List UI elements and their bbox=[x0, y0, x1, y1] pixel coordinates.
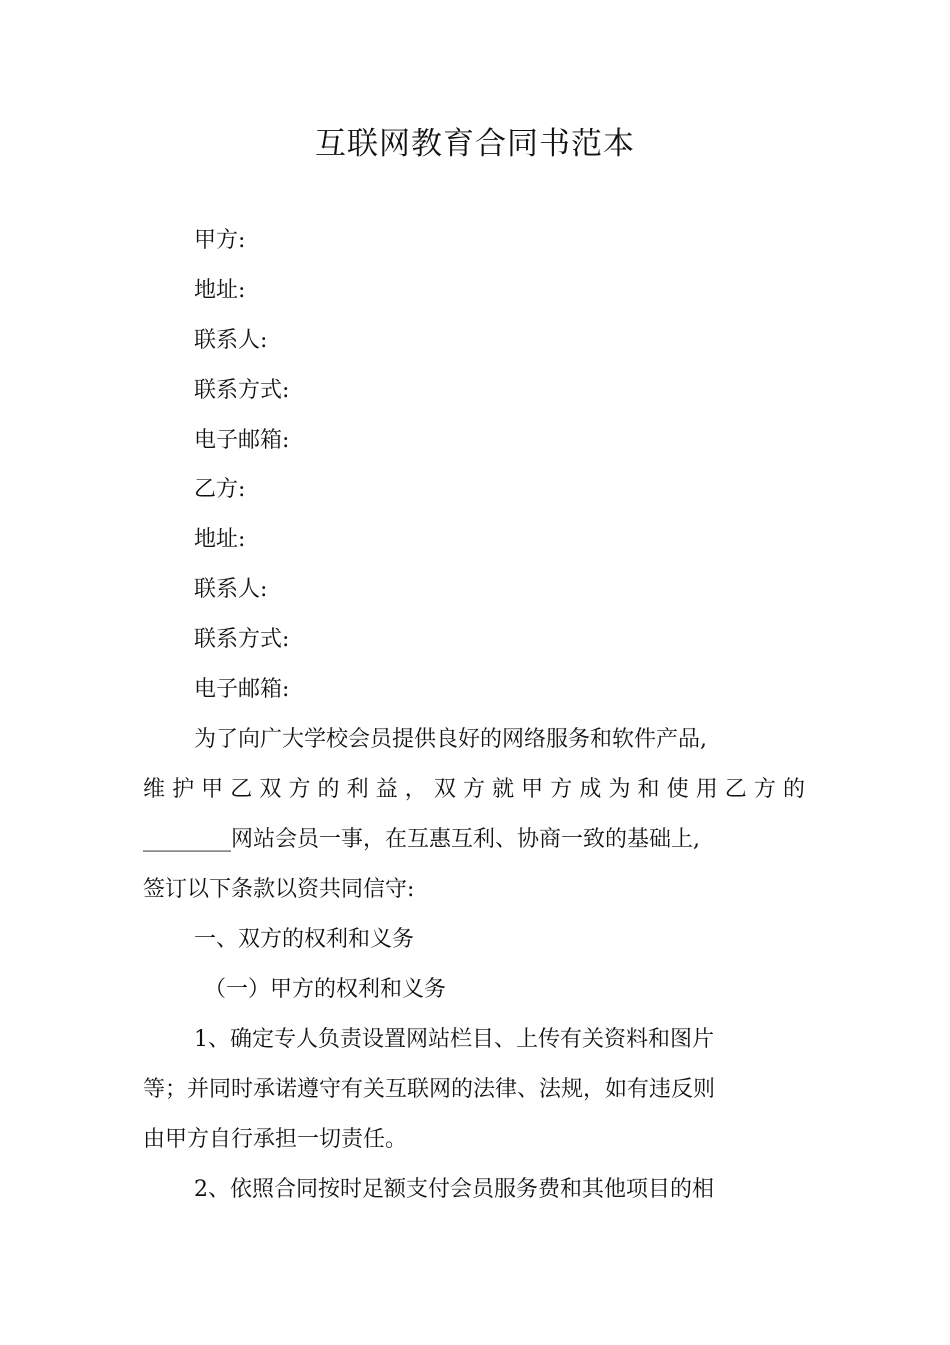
subsection-heading: （一）甲方的权利和义务 bbox=[204, 977, 447, 1002]
party-b-contact-person-label: 联系人: bbox=[194, 577, 268, 602]
party-b-address-label: 地址: bbox=[194, 527, 246, 552]
clause-line: 等；并同时承诺遵守有关互联网的法律、法规，如有违反则 bbox=[143, 1077, 716, 1102]
party-a-contact-method-label: 联系方式: bbox=[194, 378, 290, 403]
party-a-contact-person-label: 联系人: bbox=[194, 328, 268, 353]
clause-line: 由甲方自行承担一切责任。 bbox=[143, 1127, 408, 1152]
page-title: 互联网教育合同书范本 bbox=[315, 126, 635, 162]
party-a-address-label: 地址: bbox=[194, 278, 246, 303]
section-heading: 一、双方的权利和义务 bbox=[194, 927, 415, 952]
party-b-name-label: 乙方: bbox=[194, 477, 246, 502]
party-b-contact-method-label: 联系方式: bbox=[194, 627, 290, 652]
clause-line: 1、确定专人负责设置网站栏目、上传有关资料和图片 bbox=[194, 1027, 714, 1052]
party-a-name-label: 甲方: bbox=[194, 228, 246, 253]
preamble-line: 维护甲乙双方的利益，双方就甲方成为和使用乙方的 bbox=[143, 777, 805, 802]
preamble-line: 为了向广大学校会员提供良好的网络服务和软件产品, bbox=[194, 727, 707, 752]
clause-line: 2、依照合同按时足额支付会员服务费和其他项目的相 bbox=[194, 1177, 714, 1202]
party-b-email-label: 电子邮箱: bbox=[194, 677, 290, 702]
party-a-email-label: 电子邮箱: bbox=[194, 428, 290, 453]
preamble-line: 签订以下条款以资共同信守: bbox=[143, 877, 415, 902]
preamble-line: ________网站会员一事，在互惠互利、协商一致的基础上, bbox=[143, 827, 700, 852]
